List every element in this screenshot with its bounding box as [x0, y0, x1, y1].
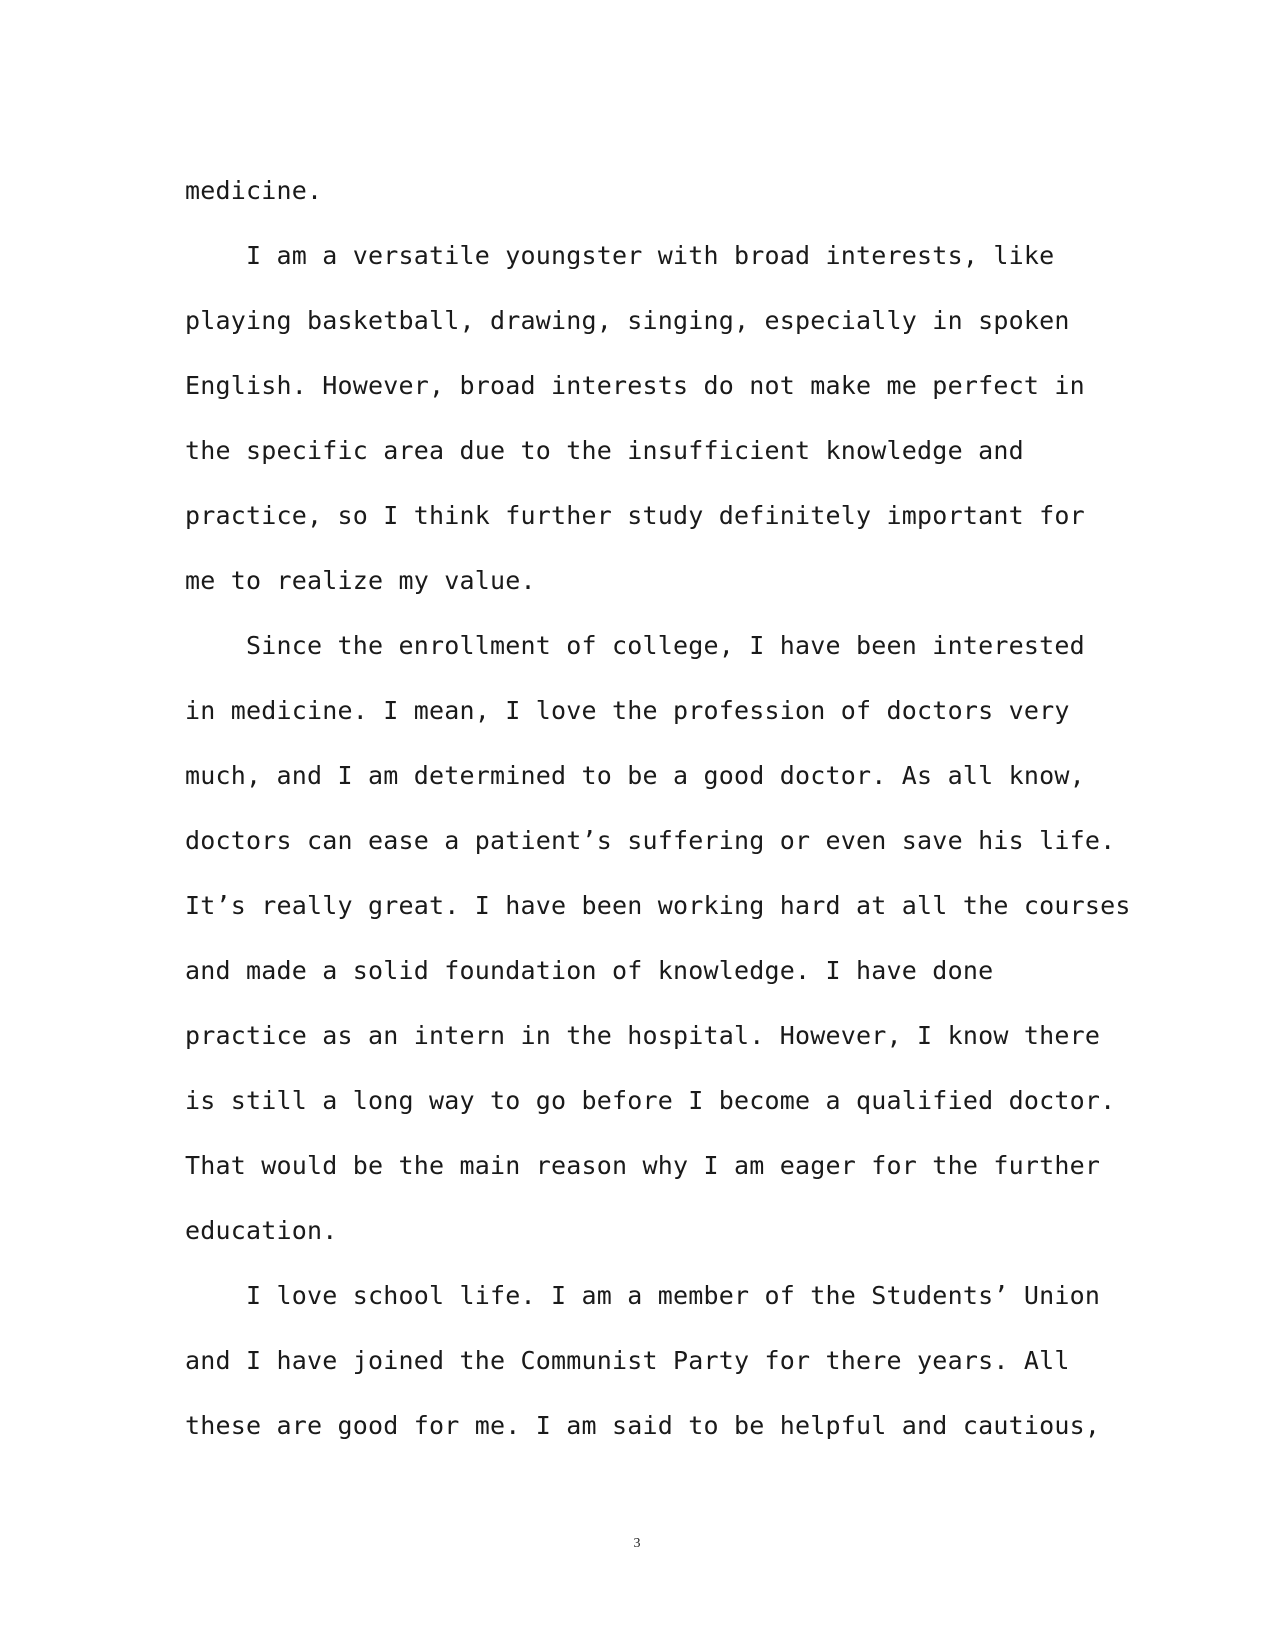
text-line: playing basketball, drawing, singing, especially in spoken	[185, 306, 1070, 335]
text-line: doctors can ease a patient’s suffering or even save his life.	[185, 826, 1116, 855]
text-line: much, and I am determined to be a good doctor. As all know,	[185, 761, 1085, 790]
text-line: practice, so I think further study definitely important for	[185, 501, 1085, 530]
text-line: medicine.	[185, 176, 323, 205]
page-number: 3	[633, 1536, 641, 1551]
text-line: education.	[185, 1216, 338, 1245]
text-line: is still a long way to go before I become a qualified doctor.	[185, 1086, 1116, 1115]
text-line: practice as an intern in the hospital. However, I know there	[185, 1021, 1101, 1050]
text-line: and I have joined the Communist Party for there years. All	[185, 1346, 1070, 1375]
body-text	[185, 158, 1131, 1458]
text-line: I am a versatile youngster with broad interests, like	[185, 241, 1055, 270]
text-line: It’s really great. I have been working hard at all the courses	[185, 891, 1131, 920]
text-line: me to realize my value.	[185, 566, 536, 595]
text-line: I love school life. I am a member of the Students’ Union	[185, 1281, 1101, 1310]
text-line: and made a solid foundation of knowledge. I have done	[185, 956, 994, 985]
text-line: in medicine. I mean, I love the profession of doctors very	[185, 696, 1070, 725]
text-line: Since the enrollment of college, I have been interested	[185, 631, 1085, 660]
text-line: That would be the main reason why I am eager for the further	[185, 1151, 1101, 1180]
text-line: the specific area due to the insufficient knowledge and	[185, 436, 1024, 465]
text-line: English. However, broad interests do not make me perfect in	[185, 371, 1085, 400]
text-line: these are good for me. I am said to be helpful and cautious,	[185, 1411, 1101, 1440]
